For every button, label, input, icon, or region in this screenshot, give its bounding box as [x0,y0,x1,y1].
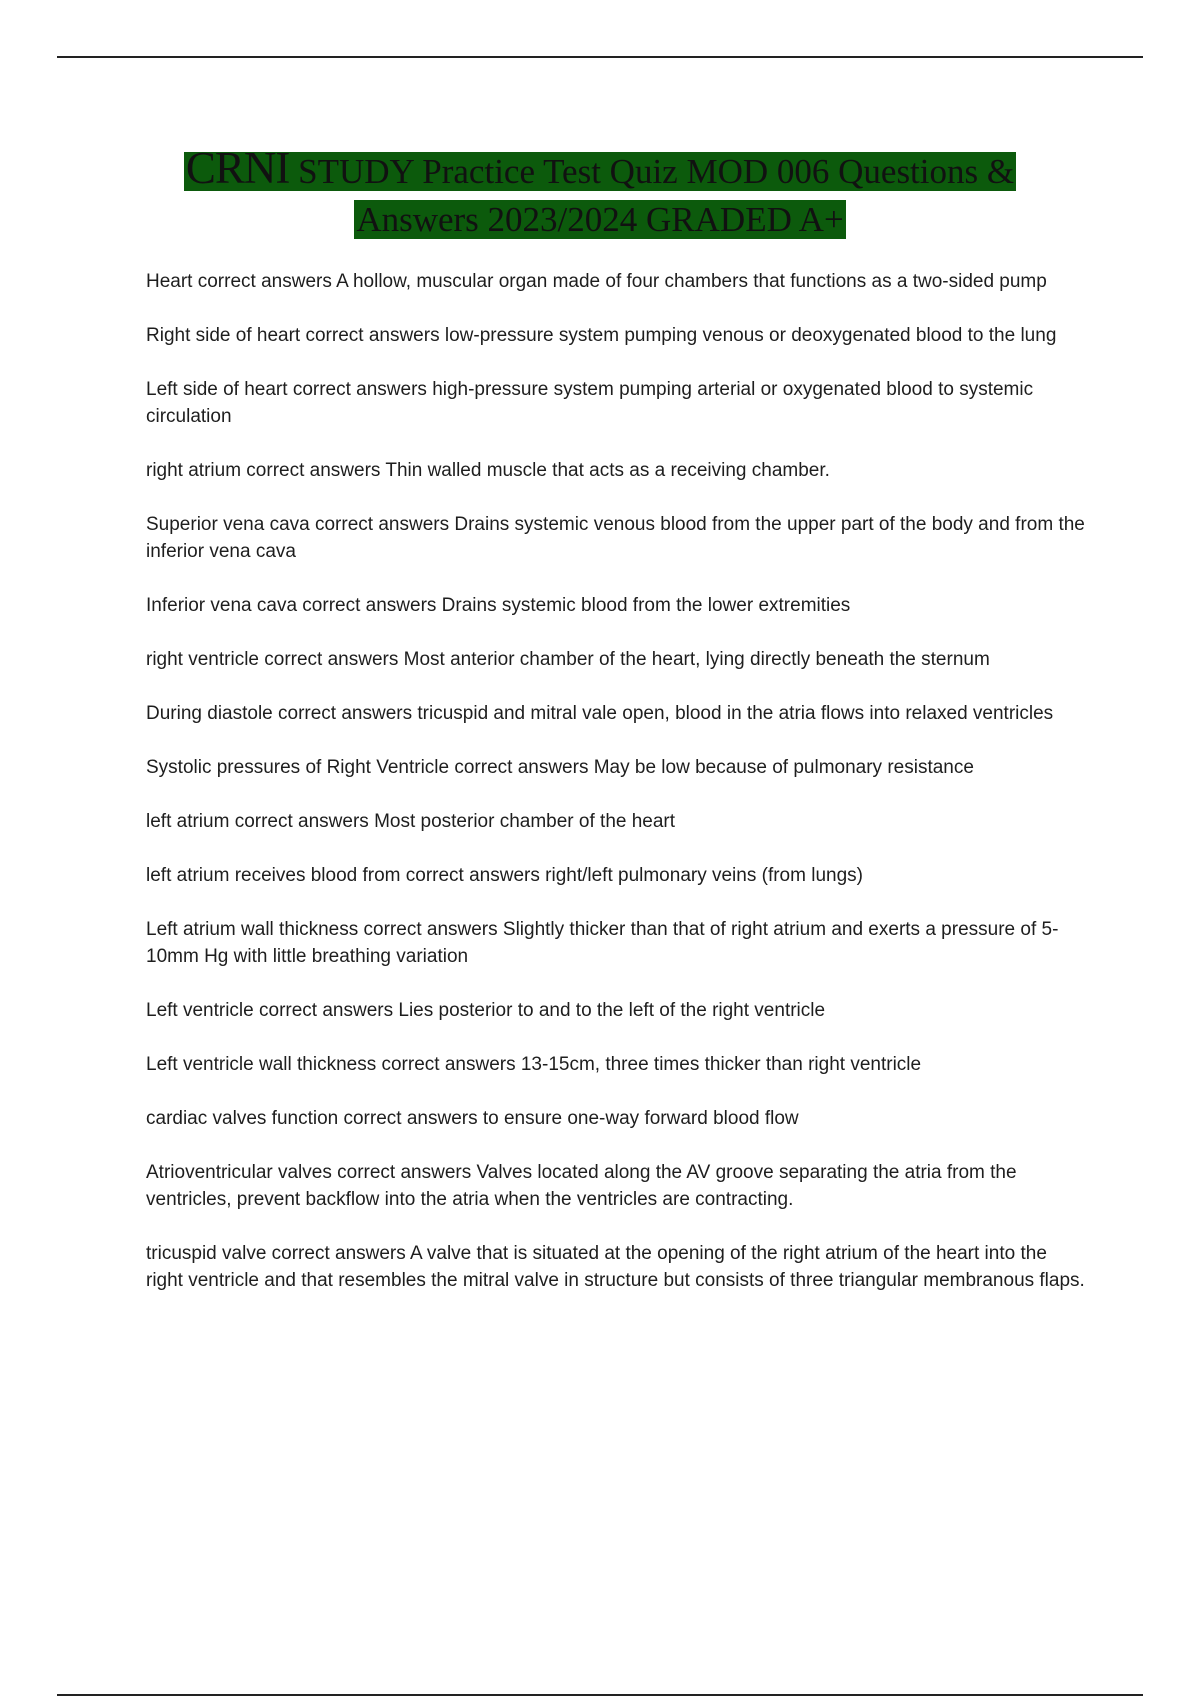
qa-item: Superior vena cava correct answers Drains systemic venous blood from the upper part of the body and from the inferior vena cava [146,514,1085,562]
header-rule [57,56,1143,58]
qa-item: Left ventricle correct answers Lies posterior to and to the left of the right ventricle [146,1000,826,1021]
qa-item: Right side of heart correct answers low-pressure system pumping venous or deoxygenated blood to the lung [146,325,1057,346]
qa-item: Atrioventricular valves correct answers Valves located along the AV groove separating the atria from the ventricles, prevent backflow into the atria when the ventricles are contracting. [146,1162,1017,1210]
qa-item: right ventricle correct answers Most anterior chamber of the heart, lying directly beneath the sternum [146,649,990,670]
qa-item: Left ventricle wall thickness correct answers 13-15cm, three times thicker than right ventricle [146,1054,922,1075]
title-crni: CRNI [185,143,290,193]
title-rest: STUDY Practice Test Quiz MOD 006 Questions & Answers 2023/2024 GRADED A+ [298,152,1015,239]
qa-item: Left atrium wall thickness correct answers Slightly thicker than that of right atrium and exerts a pressure of 5-10mm Hg with little breathing variation [146,919,1059,967]
qa-list [146,268,1086,1321]
qa-item: Inferior vena cava correct answers Drains systemic blood from the lower extremities [146,595,851,616]
qa-item: Heart correct answers A hollow, muscular organ made of four chambers that functions as a two-sided pump [146,271,1047,292]
qa-item: left atrium correct answers Most posterior chamber of the heart [146,811,676,832]
qa-item: right atrium correct answers Thin walled muscle that acts as a receiving chamber. [146,460,830,481]
qa-item: During diastole correct answers tricuspid and mitral vale open, blood in the atria flows into relaxed ventricles [146,703,1054,724]
footer-rule [57,1694,1143,1696]
page-title [140,144,1060,244]
qa-item: left atrium receives blood from correct answers right/left pulmonary veins (from lungs) [146,865,863,886]
qa-item: tricuspid valve correct answers A valve that is situated at the opening of the right atrium of the heart into the right ventricle and that resembles the mitral valve in structure but consists of three triangular membranous flaps. [146,1243,1085,1291]
qa-item: cardiac valves function correct answers to ensure one-way forward blood flow [146,1108,799,1129]
qa-item: Left side of heart correct answers high-pressure system pumping arterial or oxygenated blood to systemic circulation [146,379,1034,427]
qa-item: Systolic pressures of Right Ventricle correct answers May be low because of pulmonary resistance [146,757,974,778]
